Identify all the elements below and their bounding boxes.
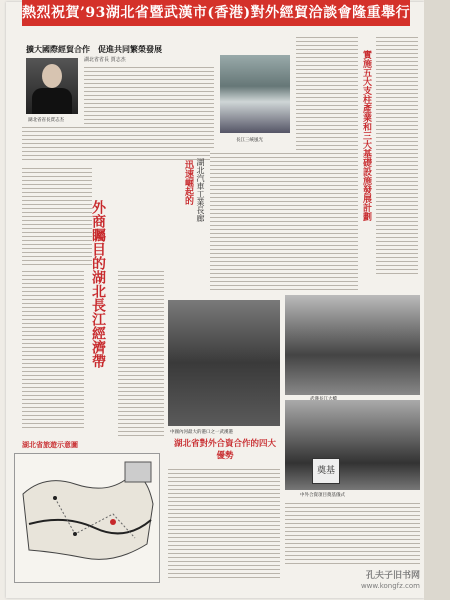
center-vertical-title: 迅速崛起的: [183, 160, 193, 205]
port-photo-caption: 中國內河最大的港口之一武漢港: [170, 430, 233, 435]
article-body-8: [118, 268, 164, 438]
left-vertical-title: 外商矚目的湖北長江經濟帶: [90, 200, 106, 368]
landscape-photo: [220, 55, 290, 133]
map-inset: [125, 462, 151, 482]
portrait-face: [42, 64, 62, 88]
port-photo: [168, 300, 280, 426]
province-outline: [23, 476, 153, 559]
article-body-10: [285, 500, 420, 566]
watermark-url: www.kongfz.com: [360, 582, 420, 590]
town-marker: [73, 532, 77, 536]
four-advantages-title: 湖北省對外合資合作的四大優勢: [173, 439, 276, 461]
ceremony-photo-caption: 中外合資項目奠基儀式: [300, 493, 345, 498]
article-body-5: [210, 150, 358, 290]
watermark: 孔夫子旧书网: [365, 571, 420, 581]
foundation-stone: 奠基: [312, 458, 340, 484]
front-banner: 熱烈祝賀’93湖北省暨武漢市(香港)對外經貿洽談會隆重舉行: [22, 0, 410, 26]
map-title: 湖北省旅遊示意圖: [22, 441, 78, 449]
portrait-caption: 湖北省省長賈志杰: [28, 118, 64, 123]
article-body-2: [22, 124, 214, 160]
article-body-4: [376, 34, 418, 274]
landscape-caption: 長江三峽風光: [236, 138, 263, 143]
article-body-7: [22, 268, 84, 428]
article-body-3: [296, 34, 358, 154]
map-drawing: [15, 454, 159, 582]
city-marker: [110, 519, 116, 525]
bridge-photo: [285, 295, 420, 395]
adjacent-page-edge: [424, 0, 450, 600]
governor-portrait: [26, 58, 78, 114]
town-marker: [53, 496, 57, 500]
article-body-6: [22, 165, 92, 265]
ceremony-photo: [285, 400, 420, 490]
tourism-map: [14, 453, 160, 583]
center-vertical-subtitle: 湖北汽車工業長廊: [196, 158, 205, 222]
byline: 湖北省省長 賈志杰: [84, 57, 126, 63]
top-headline: 擴大國際經貿合作 促進共同繁榮發展: [26, 44, 162, 54]
portrait-suit: [32, 88, 72, 114]
right-vertical-title: 實施五大支柱產業和三大基礎設施發展計劃: [361, 50, 371, 221]
article-body-9: [168, 466, 280, 578]
